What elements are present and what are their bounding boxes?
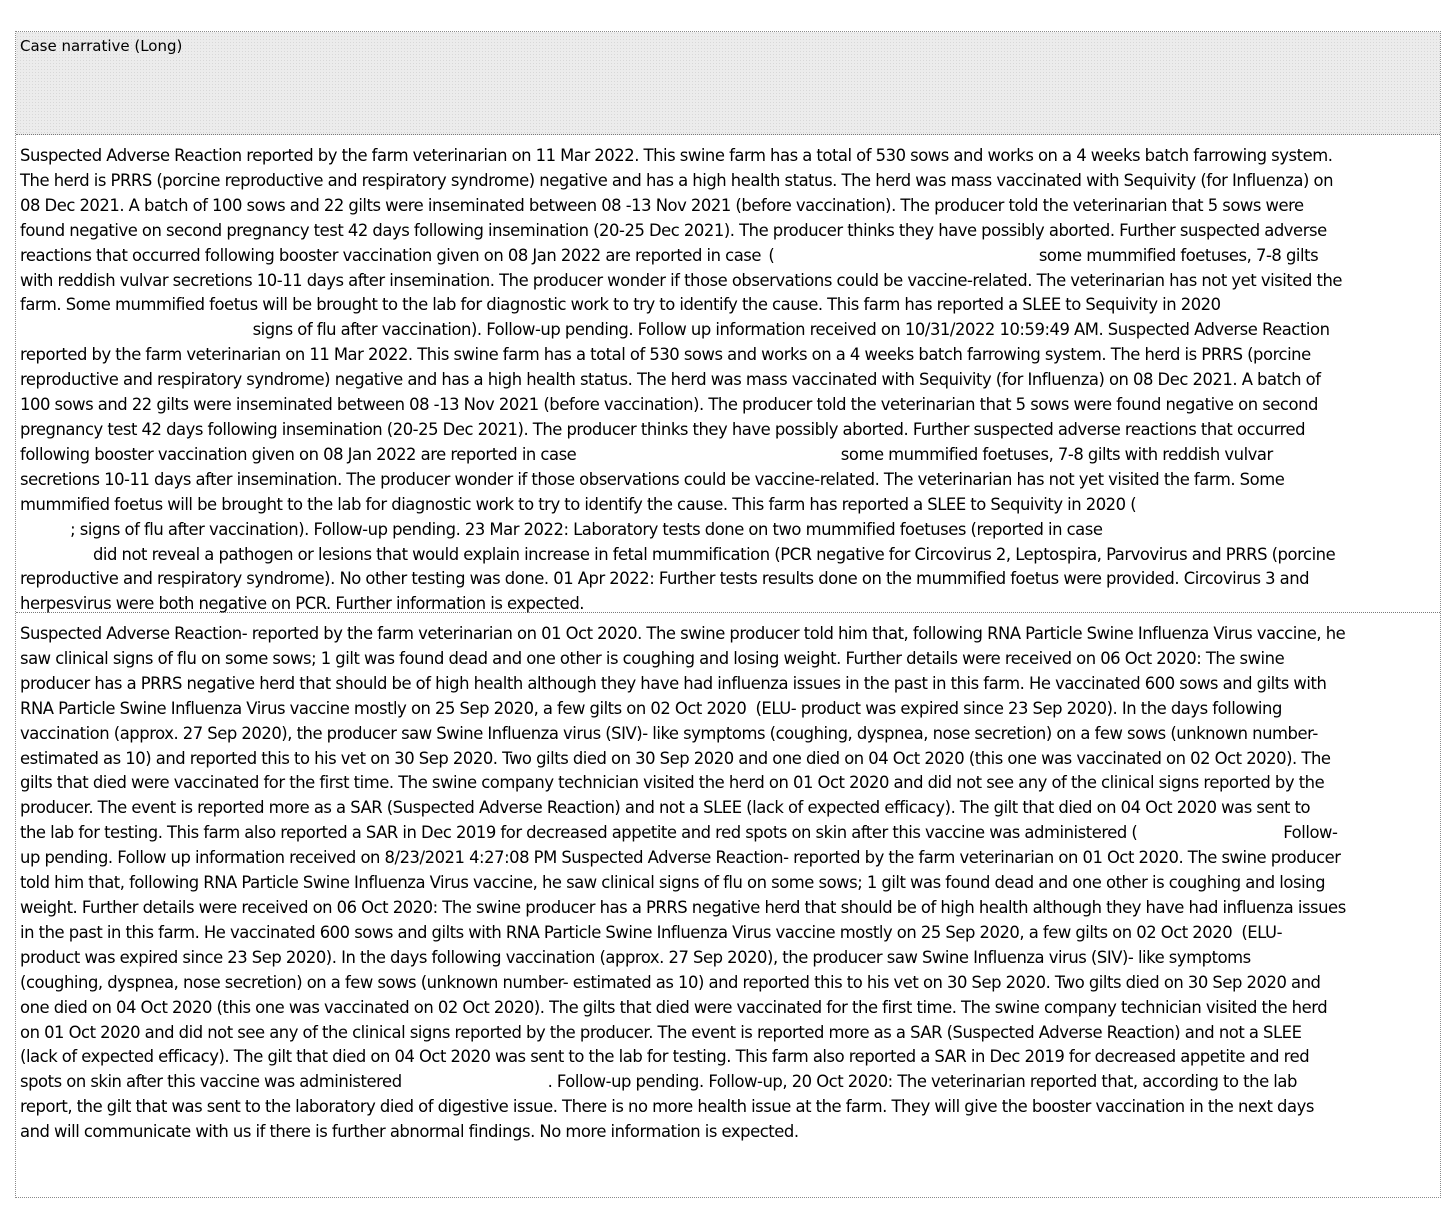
- narrative-line: and will communicate with us if there is further abnormal findings. No more information is expected.: [20, 1122, 799, 1142]
- narrative-line: gilts that died were vaccinated for the first time. The swine company technician visited the herd on 01 Oct 2020 and did not see any of the clinical signs reported by the: [20, 773, 1325, 793]
- case-narrative-header: Case narrative (Long): [20, 37, 183, 55]
- narrative-row-2: [16, 613, 1440, 1197]
- narrative-line: RNA Particle Swine Influenza Virus vaccine mostly on 25 Sep 2020, a few gilts on 02 Oct 2020 (ELU- product was expired since 23 Sep 2020). In the days following: [20, 698, 1282, 718]
- narrative-line: (lack of expected efficacy). The gilt that died on 04 Oct 2020 was sent to the lab for testing. This farm also reported a SAR in Dec 2019 for decreased appetite and red: [20, 1047, 1310, 1067]
- narrative-line: producer has a PRRS negative herd that should be of high health although they have had influenza issues in the past in this farm. He vaccinated 600 sows and gilts with: [20, 673, 1327, 693]
- narrative-line: secretions 10-11 days after insemination. The producer wonder if those observations could be vaccine-related. The veterinarian has not yet visited the farm. Some: [20, 469, 1285, 489]
- narrative-line: did not reveal a pathogen or lesions that would explain increase in fetal mummification (PCR negative for Circovirus 2, Leptospira, Parvovirus and PRRS (porcine: [20, 544, 1336, 564]
- narrative-line: ; signs of flu after vaccination). Follow-up pending. 23 Mar 2022: Laboratory tests done on two mummified foetuses (reported in case: [20, 519, 1103, 539]
- narrative-line: one died on 04 Oct 2020 (this one was vaccinated on 02 Oct 2020). The gilts that died were vaccinated for the first time. The swine company technician visited the herd: [20, 997, 1328, 1017]
- narrative-line: 08 Dec 2021. A batch of 100 sows and 22 gilts were inseminated between 08 -13 Nov 2021 (before vaccination). The producer told the veterinarian that 5 sows were: [20, 195, 1304, 215]
- case-narrative-table: [15, 31, 1441, 1198]
- narrative-line: mummified foetus will be brought to the lab for diagnostic work to try to identify the cause. This farm has reported a SLEE to Sequivity in 2020 (: [20, 494, 1137, 514]
- narrative-line: herpesvirus were both negative on PCR. Further information is expected.: [20, 594, 585, 614]
- narrative-line: vaccination (approx. 27 Sep 2020), the producer saw Swine Influenza virus (SIV)- like symptoms (coughing, dyspnea, nose secretion) on a few sows (unknown number-: [20, 723, 1318, 743]
- narrative-line: the lab for testing. This farm also reported a SAR in Dec 2019 for decreased appetite and red spots on skin after this vaccine was administered ( Follow-: [20, 823, 1338, 843]
- narrative-line: following booster vaccination given on 08 Jan 2022 are reported in case some mummified foetuses, 7-8 gilts with reddish vulvar: [20, 444, 1273, 464]
- narrative-line: 100 sows and 22 gilts were inseminated between 08 -13 Nov 2021 (before vaccination). The producer told the veterinarian that 5 sows were found negative on second: [20, 395, 1318, 415]
- narrative-line: product was expired since 23 Sep 2020). In the days following vaccination (approx. 27 Sep 2020), the producer saw Swine Influenza virus (SIV)- like symptoms: [20, 947, 1251, 967]
- narrative-line: weight. Further details were received on 06 Oct 2020: The swine producer has a PRRS negative herd that should be of high health although they have had influenza issues: [20, 897, 1346, 917]
- narrative-line: reported by the farm veterinarian on 11 Mar 2022. This swine farm has a total of 530 sows and works on a 4 weeks batch farrowing system. The herd is PRRS (porcine: [20, 345, 1311, 365]
- narrative-line: producer. The event is reported more as a SAR (Suspected Adverse Reaction) and not a SLEE (lack of expected efficacy). The gilt that died on 04 Oct 2020 was sent to: [20, 798, 1311, 818]
- narrative-line: reproductive and respiratory syndrome). No other testing was done. 01 Apr 2022: Further tests results done on the mummified foetus were provided. Circovirus 3 and: [20, 569, 1310, 589]
- narrative-line: reproductive and respiratory syndrome) negative and has a high health status. The herd was mass vaccinated with Sequivity (for Influenza) on 08 Dec 2021. A batch of: [20, 370, 1321, 390]
- narrative-line: found negative on second pregnancy test 42 days following insemination (20-25 Dec 2021). The producer thinks they have possibly aborted. Further suspected adverse: [20, 220, 1327, 240]
- narrative-line: Suspected Adverse Reaction- reported by the farm veterinarian on 01 Oct 2020. The swine producer told him that, following RNA Particle Swine Influenza Virus vaccine, he: [20, 624, 1346, 643]
- narrative-line: (coughing, dyspnea, nose secretion) on a few sows (unknown number- estimated as 10) and reported this to his vet on 30 Sep 2020. Two gilts died on 30 Sep 2020 and: [20, 972, 1321, 992]
- narrative-line: told him that, following RNA Particle Swine Influenza Virus vaccine, he saw clinical signs of flu on some sows; 1 gilt was found dead and one other is coughing and losing: [20, 873, 1326, 893]
- narrative-line: in the past in this farm. He vaccinated 600 sows and gilts with RNA Particle Swine Influenza Virus vaccine mostly on 25 Sep 2020, a few gilts on 02 Oct 2020 (ELU-: [20, 922, 1283, 942]
- narrative-line: spots on skin after this vaccine was administered . Follow-up pending. Follow-up, 20 Oct 2020: The veterinarian reported that, according to the lab: [20, 1072, 1297, 1092]
- narrative-line: estimated as 10) and reported this to his vet on 30 Sep 2020. Two gilts died on 30 Sep 2020 and one died on 04 Oct 2020 (this one was vaccinated on 02 Oct 2020). The: [20, 748, 1331, 768]
- narrative-line: report, the gilt that was sent to the laboratory died of digestive issue. There is no more health issue at the farm. They will give the booster vaccination in the next days: [20, 1097, 1314, 1117]
- narrative-line: The herd is PRRS (porcine reproductive and respiratory syndrome) negative and has a high health status. The herd was mass vaccinated with Sequivity (for Influenza) on: [20, 170, 1334, 190]
- narrative-line: signs of flu after vaccination). Follow-up pending. Follow up information received on 10/31/2022 10:59:49 AM. Suspected Adverse Reaction: [20, 320, 1330, 340]
- narrative-line: on 01 Oct 2020 and did not see any of the clinical signs reported by the producer. The event is reported more as a SAR (Suspected Adverse Reaction) and not a SLEE: [20, 1022, 1302, 1042]
- narrative-line: saw clinical signs of flu on some sows; 1 gilt was found dead and one other is coughing and losing weight. Further details were received on 06 Oct 2020: The swine: [20, 648, 1285, 668]
- narrative-line: reactions that occurred following booster vaccination given on 08 Jan 2022 are reported in case ( some mummified foetuses, 7-8 gilts: [20, 245, 1319, 265]
- narrative-line: with reddish vulvar secretions 10-11 days after insemination. The producer wonder if those observations could be vaccine-related. The veterinarian has not yet visited the: [20, 270, 1343, 290]
- narrative-line: up pending. Follow up information received on 8/23/2021 4:27:08 PM Suspected Adverse Reaction- reported by the farm veterinarian on 01 Oct 2020. The swine producer: [20, 848, 1341, 868]
- narrative-line: pregnancy test 42 days following insemination (20-25 Dec 2021). The producer thinks they have possibly aborted. Further suspected adverse reactions that occurred: [20, 419, 1306, 439]
- narrative-row-1: [16, 135, 1440, 613]
- narrative-line: Suspected Adverse Reaction reported by the farm veterinarian on 11 Mar 2022. This swine farm has a total of 530 sows and works on a 4 weeks batch farrowing system.: [20, 146, 1333, 165]
- narrative-line: farm. Some mummified foetus will be brought to the lab for diagnostic work to try to identify the cause. This farm has reported a SLEE to Sequivity in 2020: [20, 295, 1221, 315]
- table-header-row: [16, 32, 1440, 135]
